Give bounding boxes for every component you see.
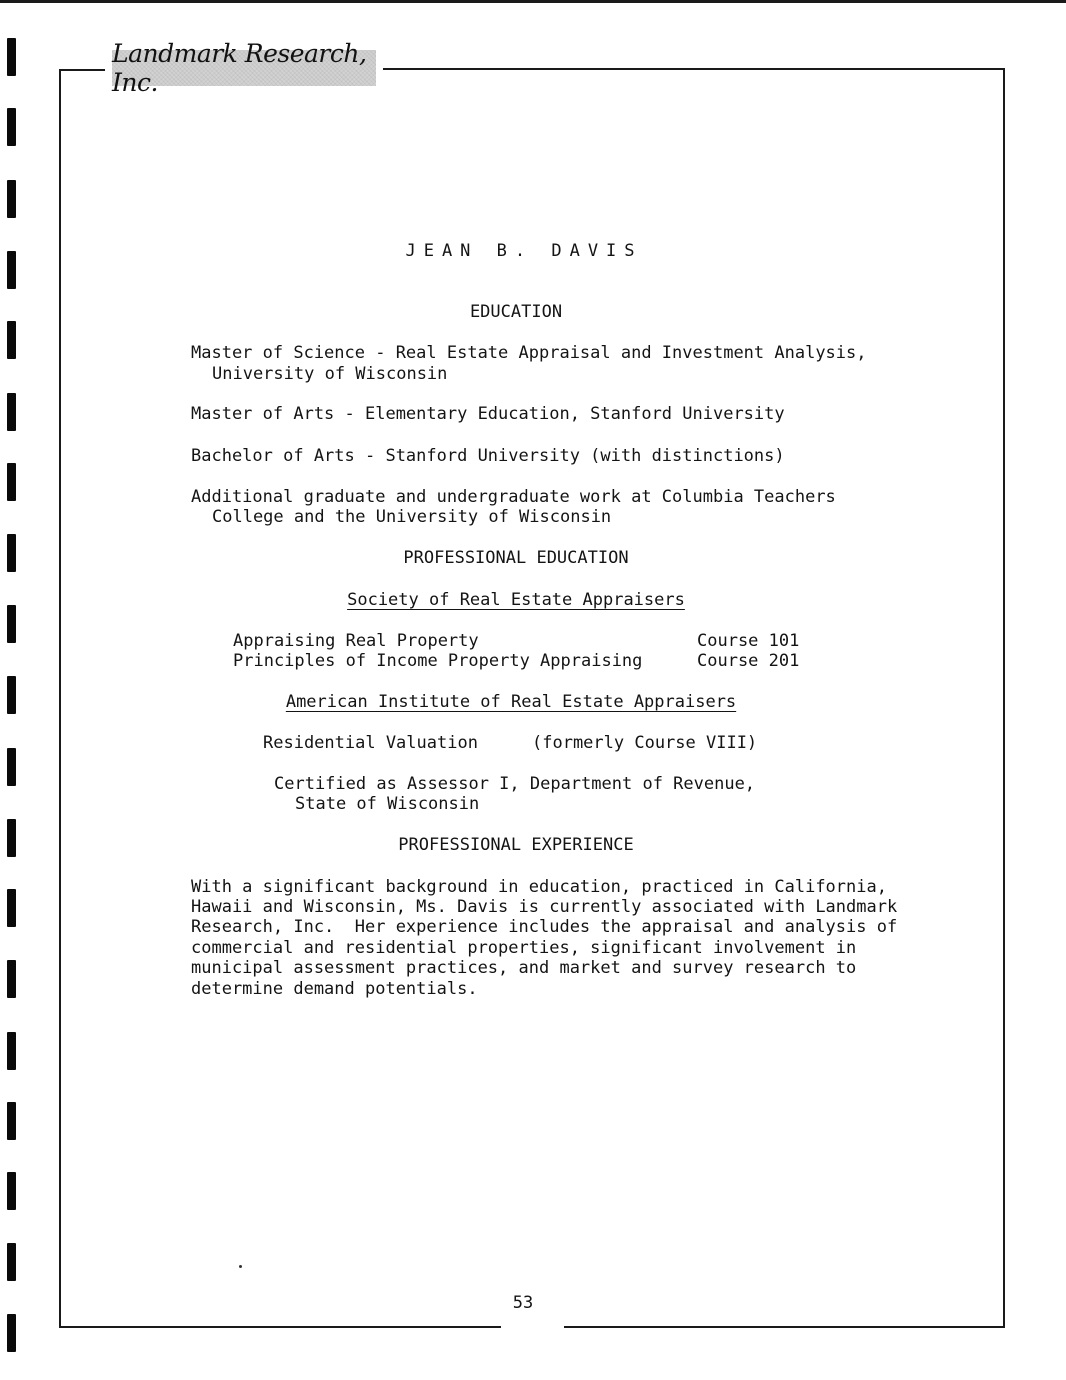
course-title: Appraising Real Property bbox=[233, 631, 479, 651]
frame-top-left-segment bbox=[60, 69, 105, 71]
professional-experience-heading: PROFESSIONAL EXPERIENCE bbox=[398, 835, 634, 855]
course-title: Principles of Income Property Appraising bbox=[233, 651, 643, 671]
experience-paragraph-line: With a significant background in education, practiced in California, bbox=[191, 877, 887, 897]
experience-paragraph-line: Hawaii and Wisconsin, Ms. Davis is currently associated with Landmark bbox=[191, 897, 898, 917]
education-entry-line: Additional graduate and undergraduate work at Columbia Teachers bbox=[191, 487, 836, 507]
experience-paragraph-line: Research, Inc. Her experience includes the appraisal and analysis of bbox=[191, 917, 898, 937]
frame-left-edge bbox=[59, 69, 61, 1328]
punch-hole-mark bbox=[7, 180, 16, 218]
institute-name: American Institute of Real Estate Appraisers bbox=[285, 692, 737, 712]
society-name: Society of Real Estate Appraisers bbox=[347, 590, 685, 610]
education-heading: EDUCATION bbox=[469, 302, 563, 322]
punch-hole-mark bbox=[7, 676, 16, 714]
punch-hole-mark bbox=[7, 534, 16, 572]
course-number: Course 201 bbox=[697, 651, 800, 671]
punch-hole-mark bbox=[7, 960, 16, 998]
punch-hole-mark bbox=[7, 251, 16, 289]
punch-hole-mark bbox=[7, 1102, 16, 1140]
professional-education-heading: PROFESSIONAL EDUCATION bbox=[403, 548, 629, 568]
punch-hole-mark bbox=[7, 38, 16, 76]
punch-hole-mark bbox=[7, 748, 16, 786]
punch-hole-mark bbox=[7, 889, 16, 927]
company-logo-text: Landmark Research, Inc. bbox=[112, 39, 367, 97]
punch-hole-mark bbox=[7, 463, 16, 501]
punch-hole-mark bbox=[7, 321, 16, 359]
frame-top-right-segment bbox=[383, 68, 1004, 70]
company-logo bbox=[112, 39, 376, 97]
education-entry-line: University of Wisconsin bbox=[212, 364, 448, 384]
punch-hole-mark bbox=[7, 1172, 16, 1210]
punch-hole-mark bbox=[7, 1314, 16, 1352]
experience-paragraph-line: municipal assessment practices, and market and survey research to bbox=[191, 958, 857, 978]
education-entry-line: Bachelor of Arts - Stanford University (with distinctions) bbox=[191, 446, 785, 466]
education-entry-line: Master of Science - Real Estate Appraisal and Investment Analysis, bbox=[191, 343, 867, 363]
punch-hole-mark bbox=[7, 1032, 16, 1070]
punch-hole-mark bbox=[7, 108, 16, 146]
experience-paragraph-line: determine demand potentials. bbox=[191, 979, 478, 999]
person-name: JEAN B. DAVIS bbox=[405, 241, 643, 261]
top-edge-rule bbox=[0, 0, 1066, 3]
frame-right-edge bbox=[1003, 68, 1005, 1328]
page-number: 53 bbox=[512, 1293, 534, 1313]
certification-line: State of Wisconsin bbox=[295, 794, 480, 814]
institute-course-note: (formerly Course VIII) bbox=[532, 733, 758, 753]
education-entry-line: Master of Arts - Elementary Education, Stanford University bbox=[191, 404, 785, 424]
punch-hole-mark bbox=[7, 819, 16, 857]
frame-bottom-left-segment bbox=[59, 1326, 501, 1328]
punch-hole-mark bbox=[7, 605, 16, 643]
education-entry-line: College and the University of Wisconsin bbox=[212, 507, 612, 527]
scan-speck bbox=[239, 1265, 242, 1268]
frame-bottom-right-segment bbox=[564, 1326, 1005, 1328]
certification-line: Certified as Assessor I, Department of Revenue, bbox=[274, 774, 756, 794]
punch-hole-mark bbox=[7, 393, 16, 431]
binding-punch-strip bbox=[0, 0, 20, 1380]
experience-paragraph-line: commercial and residential properties, significant involvement in bbox=[191, 938, 857, 958]
institute-course-title: Residential Valuation bbox=[263, 733, 478, 753]
course-number: Course 101 bbox=[697, 631, 800, 651]
punch-hole-mark bbox=[7, 1243, 16, 1281]
